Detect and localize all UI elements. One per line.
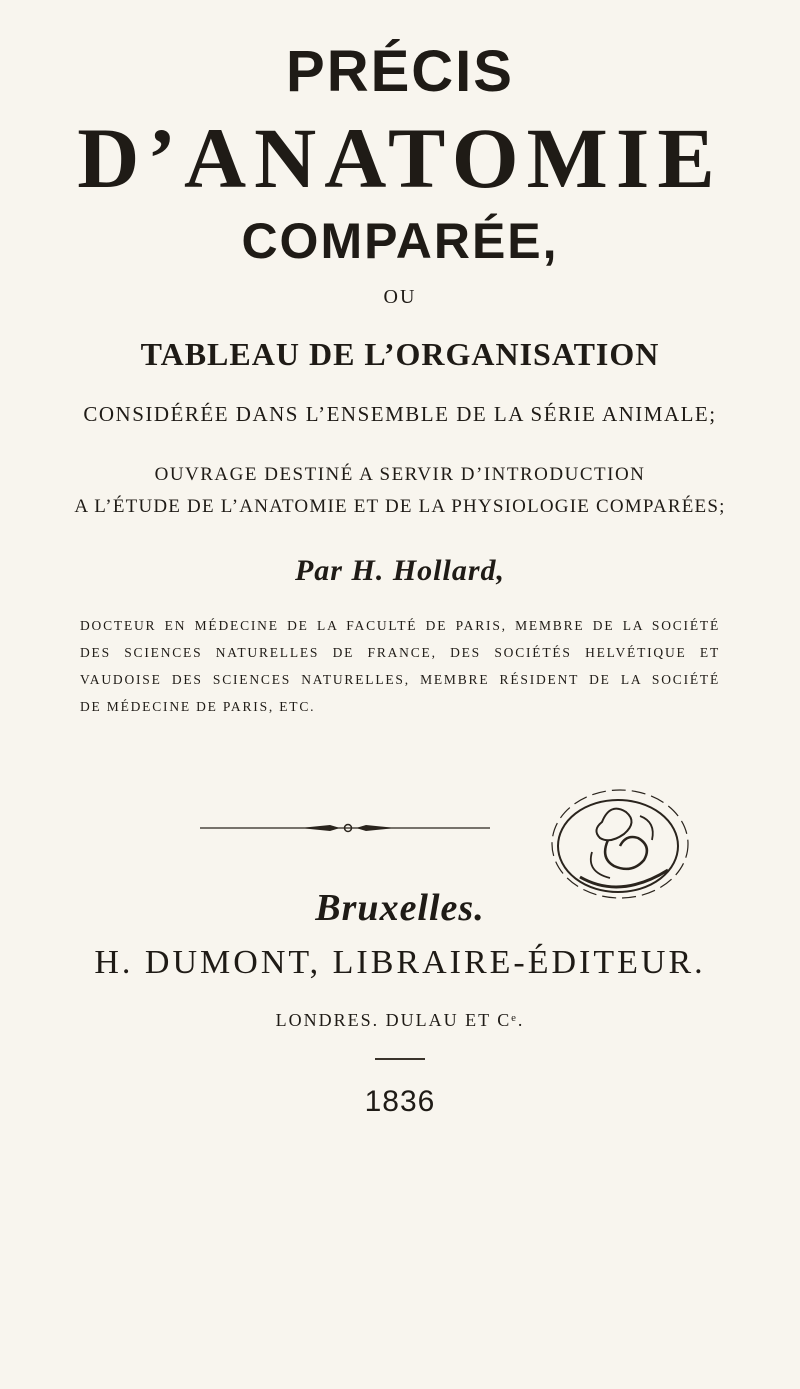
connector-ou: OU (383, 286, 417, 308)
title-line-precis: PRÉCIS (286, 39, 514, 104)
subtitle-considered: CONSIDÉRÉE DANS L’ENSEMBLE DE LA SÉRIE ANIMALE; (83, 402, 717, 426)
title-line-comparee: COMPARÉE, (241, 213, 559, 269)
credentials-line: DOCTEUR EN MÉDECINE DE LA FACULTÉ DE PARIS, MEMBRE DE LA SOCIÉTÉ (80, 618, 720, 633)
imprint-co-publisher: LONDRES. DULAU ET Cᵉ. (275, 1010, 525, 1030)
imprint-city: Bruxelles. (315, 887, 485, 929)
title-line-anatomie: D’ANATOMIE (77, 110, 723, 206)
decorative-rule-icon (200, 823, 490, 833)
credentials-line: DES SCIENCES NATURELLES DE FRANCE, DES SOCIÉTÉS HELVÉTIQUE ET (80, 645, 720, 660)
imprint-year: 1836 (364, 1085, 436, 1118)
imprint-publisher: H. DUMONT, LIBRAIRE-ÉDITEUR. (94, 944, 706, 981)
purpose-line-2: A L’ÉTUDE DE L’ANATOMIE ET DE LA PHYSIOLOGIE COMPARÉES; (74, 496, 726, 517)
divider (375, 1058, 425, 1060)
subtitle-tableau: TABLEAU DE L’ORGANISATION (140, 336, 660, 372)
credentials-line: VAUDOISE DES SCIENCES NATURELLES, MEMBRE RÉSIDENT DE LA SOCIÉTÉ (80, 672, 720, 687)
purpose-line-1: OUVRAGE DESTINÉ A SERVIR D’INTRODUCTION (154, 464, 646, 485)
credentials-line: DE MÉDECINE DE PARIS, ETC. (80, 699, 316, 714)
author-line: Par H. Hollard, (294, 554, 505, 587)
